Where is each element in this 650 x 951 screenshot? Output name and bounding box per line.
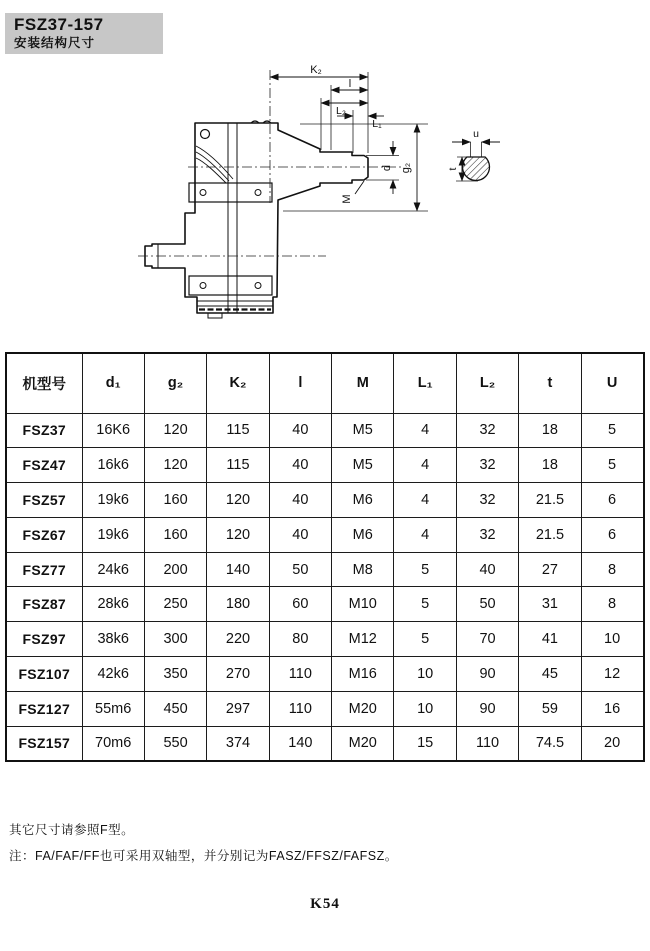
- table-cell: M10: [332, 587, 394, 622]
- table-cell: 160: [144, 483, 206, 518]
- table-row: [6, 483, 644, 518]
- table-cell: 120: [207, 517, 269, 552]
- table-cell: 10: [394, 691, 456, 726]
- table-header-row: [6, 353, 644, 413]
- table-cell: 80: [269, 622, 331, 657]
- dim-label-l2: L₂: [336, 105, 346, 117]
- table-cell: M6: [332, 517, 394, 552]
- table-cell: 50: [269, 552, 331, 587]
- table-cell: 6: [581, 517, 643, 552]
- table-cell: 21.5: [519, 483, 581, 518]
- table-cell: 5: [394, 587, 456, 622]
- note-double-shaft: 注：FA/FAF/FF也可采用双轴型，并分别记为FASZ/FFSZ/FAFSZ。: [9, 849, 398, 863]
- note-reference: 其它尺寸请参照F型。: [9, 823, 135, 837]
- table-cell: 120: [144, 448, 206, 483]
- table-cell: 110: [456, 726, 518, 761]
- table-cell: 160: [144, 517, 206, 552]
- table-cell: 18: [519, 413, 581, 448]
- table-row: [6, 622, 644, 657]
- column-header: L₂: [456, 353, 518, 413]
- table-cell: 120: [144, 413, 206, 448]
- table-row: [6, 552, 644, 587]
- table-cell: FSZ107: [6, 657, 82, 692]
- table-cell: 21.5: [519, 517, 581, 552]
- header-subtitle: 安装结构尺寸: [14, 36, 96, 50]
- column-header: d₁: [82, 353, 144, 413]
- table-cell: 41: [519, 622, 581, 657]
- table-cell: 10: [581, 622, 643, 657]
- table-cell: 5: [394, 622, 456, 657]
- table-cell: 60: [269, 587, 331, 622]
- dim-label-l: l: [348, 78, 352, 90]
- table-cell: M5: [332, 448, 394, 483]
- table-cell: 40: [269, 483, 331, 518]
- table-cell: 4: [394, 517, 456, 552]
- table-cell: FSZ87: [6, 587, 82, 622]
- bolt-hole: [200, 283, 206, 289]
- table-cell: 450: [144, 691, 206, 726]
- bolt-hole: [200, 190, 206, 196]
- table-cell: 70m6: [82, 726, 144, 761]
- table-cell: 32: [456, 517, 518, 552]
- table-cell: 32: [456, 448, 518, 483]
- table-cell: 45: [519, 657, 581, 692]
- column-header: U: [581, 353, 643, 413]
- table-cell: 28k6: [82, 587, 144, 622]
- spec-table: [5, 352, 645, 762]
- table-cell: 16: [581, 691, 643, 726]
- table-cell: FSZ157: [6, 726, 82, 761]
- table-cell: 297: [207, 691, 269, 726]
- column-header: K₂: [207, 353, 269, 413]
- table-cell: 350: [144, 657, 206, 692]
- page-number: K54: [310, 896, 340, 912]
- table-cell: 5: [394, 552, 456, 587]
- table-cell: 115: [207, 448, 269, 483]
- table-cell: 32: [456, 413, 518, 448]
- table-cell: 115: [207, 413, 269, 448]
- table-row: [6, 726, 644, 761]
- table-cell: 300: [144, 622, 206, 657]
- table-cell: 180: [207, 587, 269, 622]
- table-cell: 40: [269, 448, 331, 483]
- column-header: L₁: [394, 353, 456, 413]
- table-cell: 110: [269, 691, 331, 726]
- table-body: [6, 413, 644, 761]
- table-cell: 90: [456, 691, 518, 726]
- column-header: g₂: [144, 353, 206, 413]
- table-cell: 16K6: [82, 413, 144, 448]
- table-cell: 38k6: [82, 622, 144, 657]
- table-cell: M6: [332, 483, 394, 518]
- extension-lines: [283, 72, 482, 211]
- shaft-cross-section: [463, 157, 490, 180]
- bolt-hole: [255, 190, 261, 196]
- dim-label-m: M: [341, 194, 353, 204]
- table-cell: 140: [207, 552, 269, 587]
- table-row: [6, 587, 644, 622]
- dim-label-k2: K₂: [310, 64, 322, 76]
- table-cell: FSZ57: [6, 483, 82, 518]
- column-header: M: [332, 353, 394, 413]
- table-cell: 19k6: [82, 483, 144, 518]
- table-cell: 200: [144, 552, 206, 587]
- table-cell: 140: [269, 726, 331, 761]
- table-cell: 32: [456, 483, 518, 518]
- column-header: 机型号: [6, 353, 82, 413]
- table-row: [6, 448, 644, 483]
- m-leader-line: [355, 181, 364, 194]
- table-cell: FSZ127: [6, 691, 82, 726]
- table-cell: FSZ47: [6, 448, 82, 483]
- table-cell: M12: [332, 622, 394, 657]
- model-range-title: FSZ37-157: [14, 15, 104, 34]
- table-cell: 59: [519, 691, 581, 726]
- table-cell: 550: [144, 726, 206, 761]
- table-cell: 5: [581, 413, 643, 448]
- dim-label-l1: L₁: [372, 118, 382, 130]
- table-cell: 74.5: [519, 726, 581, 761]
- table-row: [6, 657, 644, 692]
- table-cell: 250: [144, 587, 206, 622]
- table-cell: FSZ67: [6, 517, 82, 552]
- table-row: [6, 517, 644, 552]
- table-row: [6, 691, 644, 726]
- table-cell: 40: [456, 552, 518, 587]
- table-cell: 4: [394, 413, 456, 448]
- table-cell: 5: [581, 448, 643, 483]
- bolt-hole: [255, 283, 261, 289]
- table-cell: 12: [581, 657, 643, 692]
- table-row: [6, 413, 644, 448]
- table-cell: FSZ37: [6, 413, 82, 448]
- table-cell: 8: [581, 587, 643, 622]
- table-cell: 40: [269, 517, 331, 552]
- dim-label-d: d: [381, 164, 393, 172]
- table-cell: 4: [394, 483, 456, 518]
- table-cell: 110: [269, 657, 331, 692]
- table-cell: 27: [519, 552, 581, 587]
- table-cell: M20: [332, 691, 394, 726]
- table-cell: M20: [332, 726, 394, 761]
- column-header: l: [269, 353, 331, 413]
- table-cell: 40: [269, 413, 331, 448]
- table-cell: M16: [332, 657, 394, 692]
- column-header: t: [519, 353, 581, 413]
- table-cell: 55m6: [82, 691, 144, 726]
- bolt-hole: [201, 130, 210, 139]
- dim-label-t: t: [447, 167, 459, 171]
- table-cell: M8: [332, 552, 394, 587]
- table-cell: FSZ97: [6, 622, 82, 657]
- table-cell: FSZ77: [6, 552, 82, 587]
- table-cell: 10: [394, 657, 456, 692]
- dim-label-u: u: [473, 128, 479, 140]
- table-cell: 24k6: [82, 552, 144, 587]
- table-cell: 31: [519, 587, 581, 622]
- technical-drawing: [0, 0, 650, 345]
- table-cell: 120: [207, 483, 269, 518]
- table-cell: 374: [207, 726, 269, 761]
- table-cell: 70: [456, 622, 518, 657]
- table-cell: 20: [581, 726, 643, 761]
- table-cell: 8: [581, 552, 643, 587]
- table-cell: 90: [456, 657, 518, 692]
- table-cell: 270: [207, 657, 269, 692]
- table-cell: 42k6: [82, 657, 144, 692]
- table-cell: 18: [519, 448, 581, 483]
- table-cell: 16k6: [82, 448, 144, 483]
- table-cell: M5: [332, 413, 394, 448]
- table-cell: 6: [581, 483, 643, 518]
- table-cell: 15: [394, 726, 456, 761]
- table-cell: 4: [394, 448, 456, 483]
- table-cell: 50: [456, 587, 518, 622]
- table-cell: 220: [207, 622, 269, 657]
- dim-label-g2: g₂: [400, 162, 412, 174]
- table-cell: 19k6: [82, 517, 144, 552]
